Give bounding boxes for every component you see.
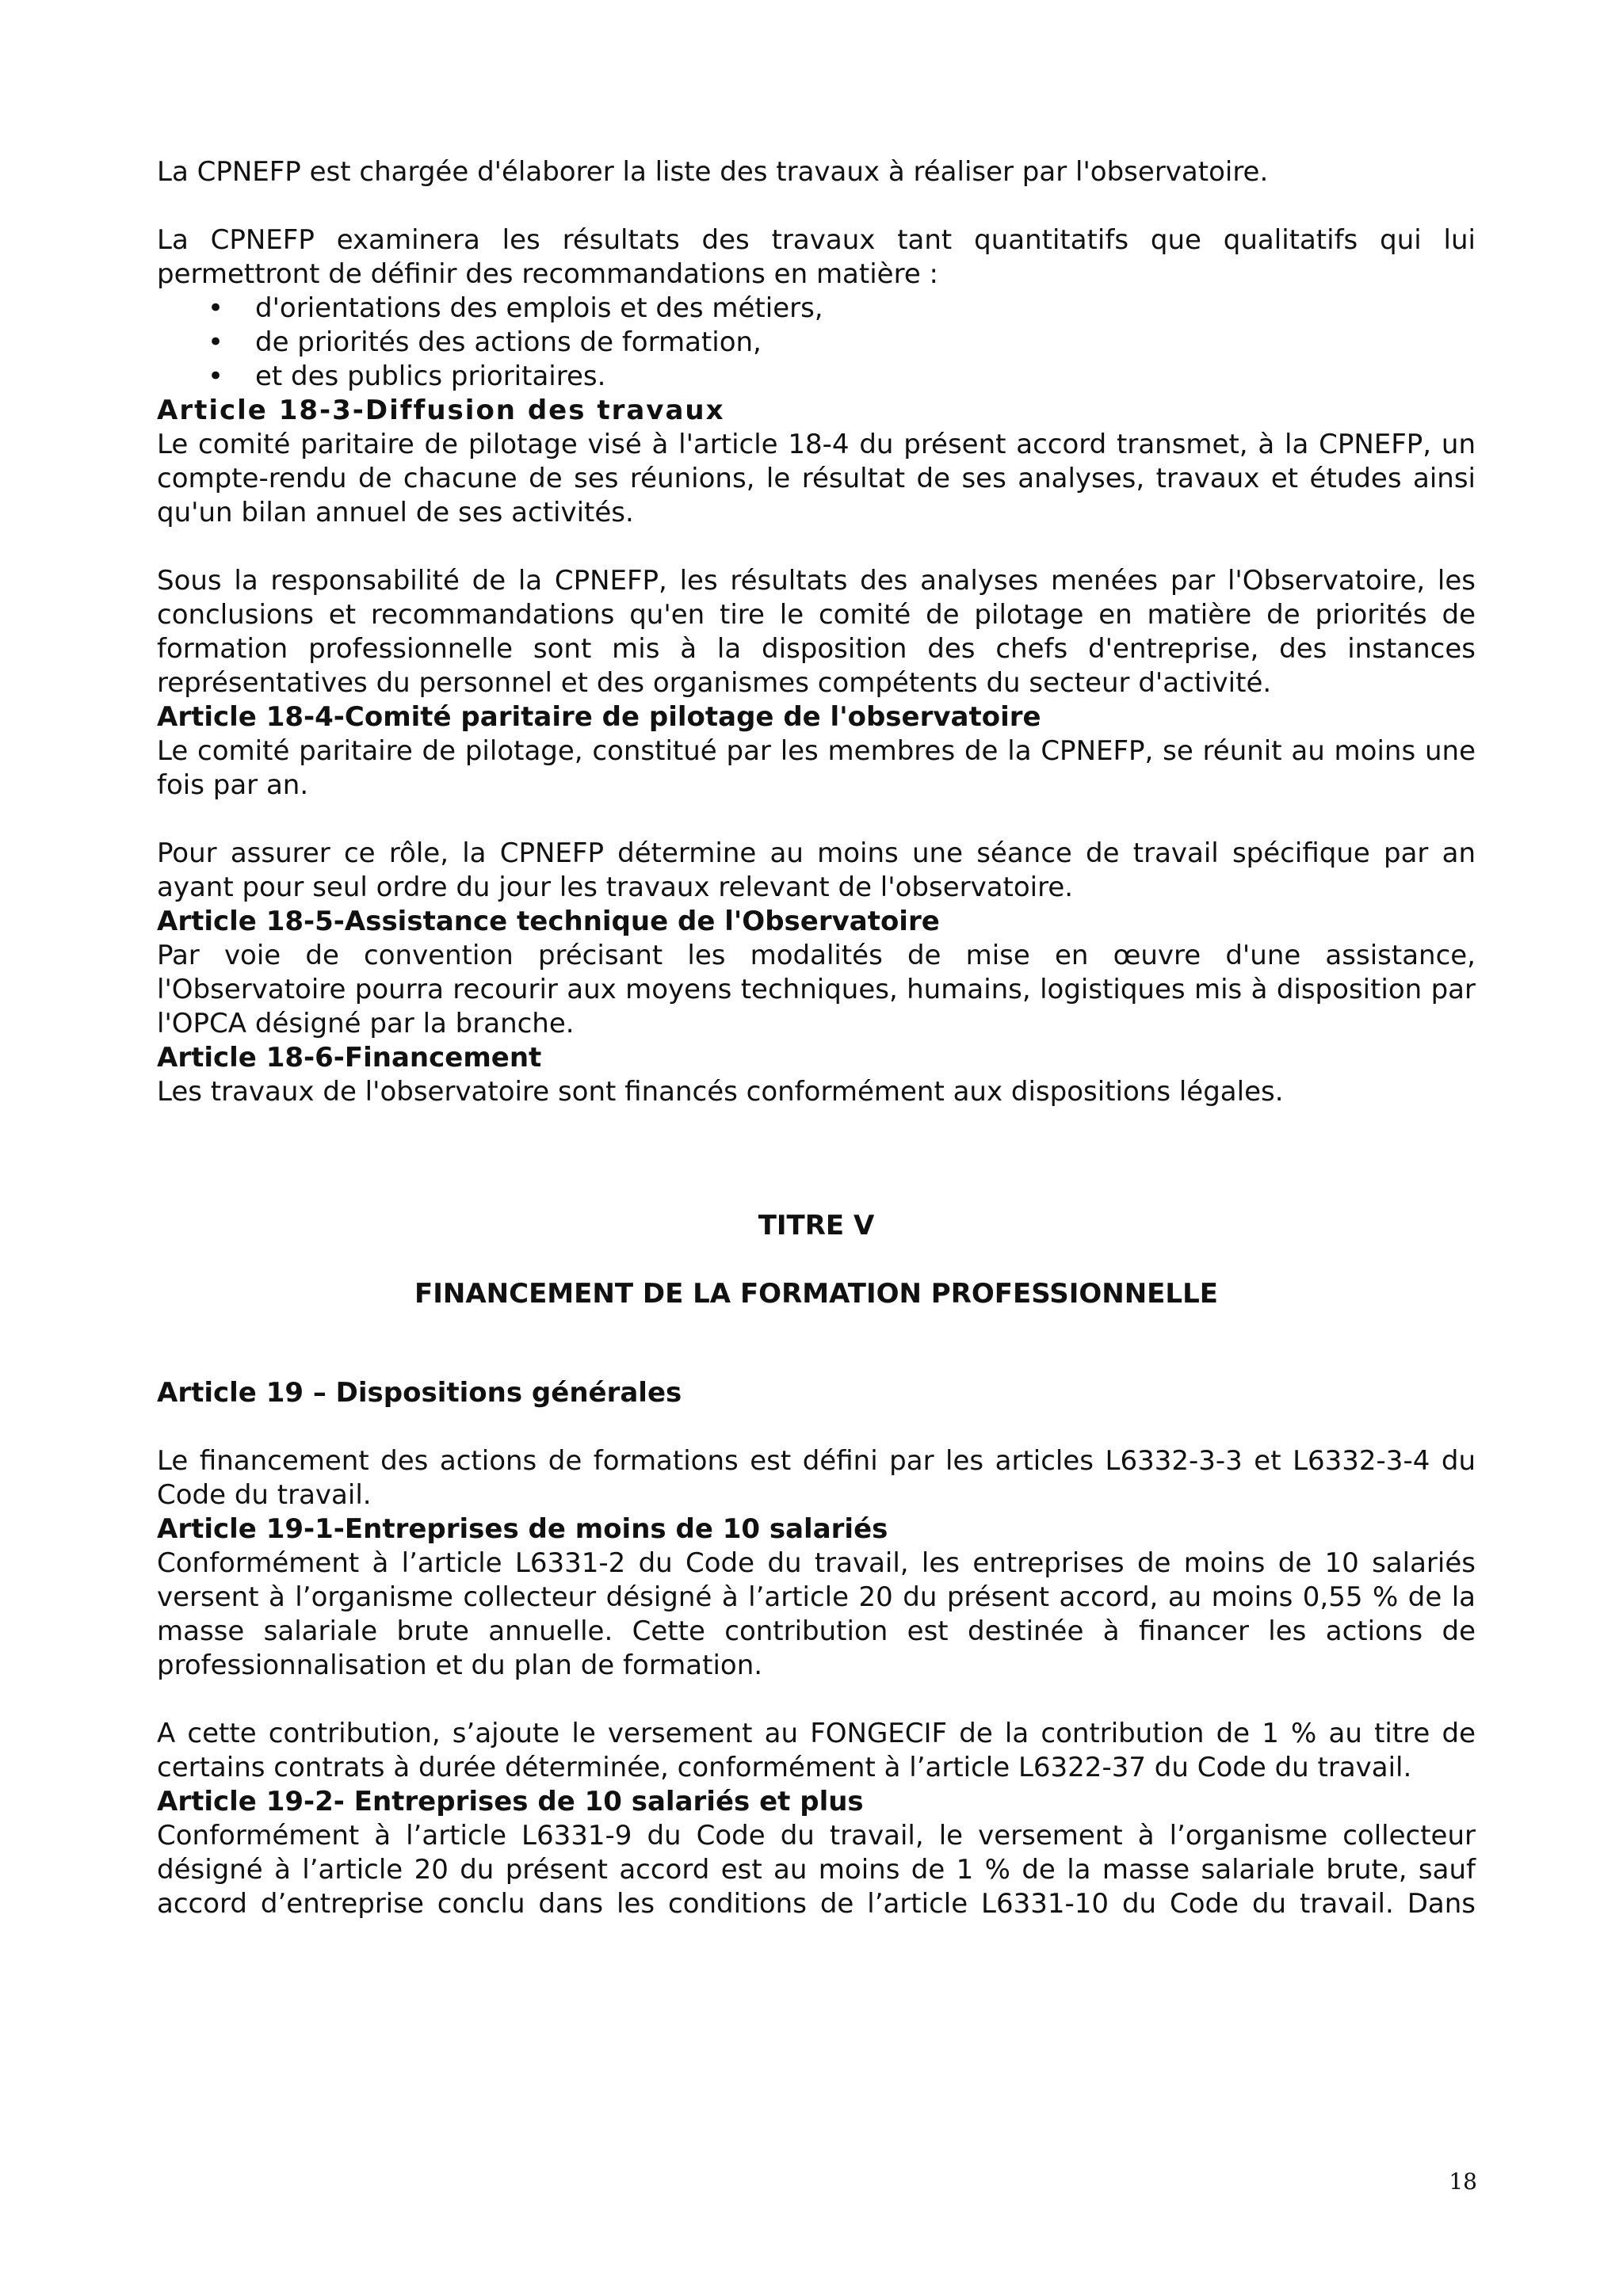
article-18-3-paragraph-2: Sous la responsabilité de la CPNEFP, les résultats des analyses menées par l'Observatoire, les conclusions et recommandations qu'en tire le comité de pilotage en matière de priorités de formation professionnelle sont mis à la disposition des chefs d'entreprise, des instances représentatives du personnel et des organismes compétents du secteur d'activité. [157, 565, 1476, 699]
article-19-1-heading: Article 19-1-Entreprises de moins de 10 salariés [157, 1513, 888, 1545]
article-19-heading: Article 19 – Dispositions générales [157, 1377, 682, 1409]
list-item: • de priorités des actions de formation, [157, 326, 1476, 360]
article-19-paragraph-1: Le financement des actions de formations est défini par les articles L6332-3-3 et L6332-3-4 du Code du travail. [157, 1445, 1476, 1511]
article-19-2-heading: Article 19-2- Entreprises de 10 salariés et plus [157, 1786, 864, 1817]
article-18-3-heading: Article 18-3-Diffusion des travaux [157, 395, 725, 426]
page-number: 18 [1449, 2168, 1477, 2195]
list-item: • et des publics prioritaires. [157, 360, 1476, 394]
article-18-6-paragraph-1: Les travaux de l'observatoire sont financés conformément aux dispositions légales. [157, 1076, 1284, 1108]
paragraph-cpnefp-liste: La CPNEFP est chargée d'élaborer la liste des travaux à réaliser par l'observatoire. [157, 156, 1269, 188]
article-18-3-paragraph-1: Le comité paritaire de pilotage visé à l'article 18-4 du présent accord transmet, à la CPNEFP, un compte-rendu de chacune de ses réunions, le résultat de ses analyses, travaux et études ainsi qu'un bilan annuel de ses activités. [157, 429, 1476, 528]
paragraph-cpnefp-examinera: La CPNEFP examinera les résultats des travaux tant quantitatifs que qualitatifs qui lui permettront de définir des recommandations en matière : [157, 224, 1476, 290]
article-19-1-paragraph-2: A cette contribution, s’ajoute le versement au FONGECIF de la contribution de 1 % au titre de certains contrats à durée déterminée, conformément à l’article L6322-37 du Code du travail. [157, 1718, 1476, 1783]
article-18-5-heading: Article 18-5-Assistance technique de l'Observatoire [157, 906, 940, 937]
article-18-5-paragraph-1: Par voie de convention précisant les modalités de mise en œuvre d'une assistance, l'Observatoire pourra recourir aux moyens techniques, humains, logistiques mis à disposition par l'OPCA désigné par la branche. [157, 940, 1476, 1039]
titre-heading: TITRE V [758, 1210, 875, 1241]
article-18-4-paragraph-1: Le comité paritaire de pilotage, constitué par les membres de la CPNEFP, se réunit au moins une fois par an. [157, 735, 1476, 801]
article-18-6-heading: Article 18-6-Financement [157, 1042, 542, 1074]
titre-subheading: FINANCEMENT DE LA FORMATION PROFESSIONNELLE [414, 1278, 1218, 1310]
article-18-4-paragraph-2: Pour assurer ce rôle, la CPNEFP détermine au moins une séance de travail spécifique par an ayant pour seul ordre du jour les travaux relevant de l'observatoire. [157, 837, 1476, 903]
article-19-2-paragraph-1: Conformément à l’article L6331-9 du Code du travail, le versement à l’organisme collecteur désigné à l’article 20 du présent accord est au moins de 1 % de la masse salariale brute, sauf accord d’entreprise conclu dans les conditions de l’article L6331-10 du Code du travail. Dans [157, 1820, 1476, 1920]
article-19-1-paragraph-1: Conformément à l’article L6331-2 du Code du travail, les entreprises de moins de 10 salariés versent à l’organisme collecteur désigné à l’article 20 du présent accord, au moins 0,55 % de la masse salariale brute annuelle. Cette contribution est destinée à financer les actions de professionnalisation et du plan de formation. [157, 1547, 1476, 1681]
page-content [157, 155, 1476, 1921]
article-18-4-heading: Article 18-4-Comité paritaire de pilotage de l'observatoire [157, 701, 1041, 733]
list-item: • d'orientations des emplois et des métiers, [157, 292, 1476, 326]
recommendations-list [157, 292, 1476, 394]
